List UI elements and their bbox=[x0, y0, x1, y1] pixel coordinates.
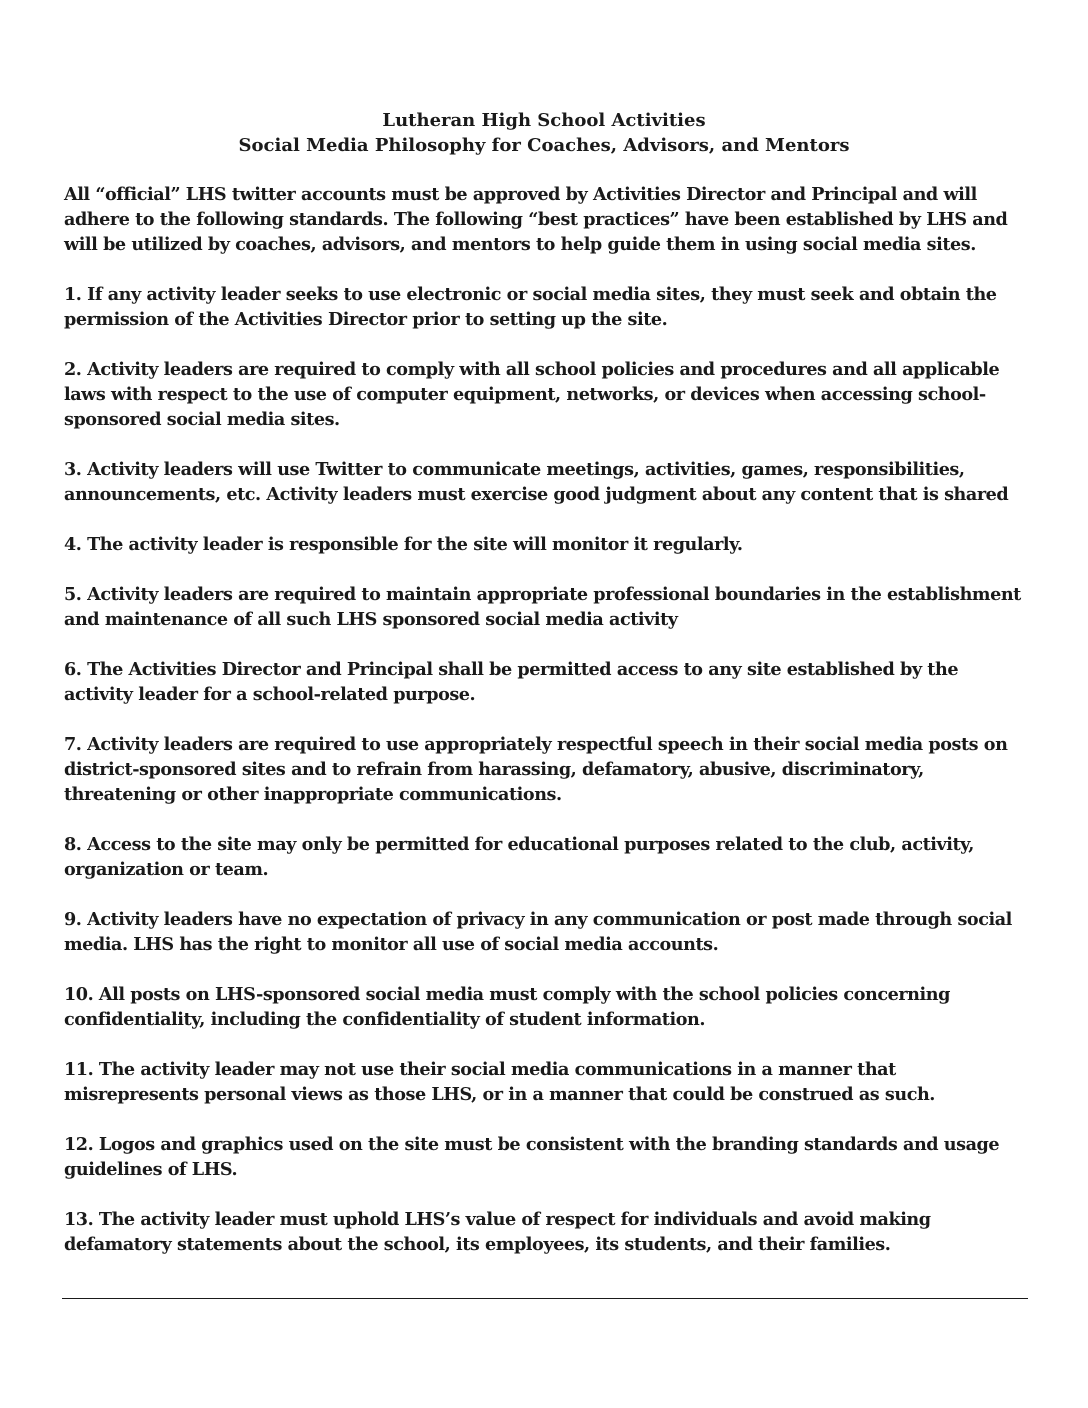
policy-item-5: 5. Activity leaders are required to maintain appropriate professional boundaries in the establishment and maintenance of all such LHS sponsored social media activity bbox=[64, 584, 1021, 630]
policy-item-13: 13. The activity leader must uphold LHS’s value of respect for individuals and avoid making defamatory statements about the school, its employees, its students, and their families. bbox=[64, 1209, 931, 1255]
footer-divider bbox=[62, 1298, 1028, 1299]
policy-item-12: 12. Logos and graphics used on the site must be consistent with the branding standards and usage guidelines of LHS. bbox=[64, 1134, 1000, 1180]
policy-item-3: 3. Activity leaders will use Twitter to communicate meetings, activities, games, responsibilities, announcements, etc. Activity leaders must exercise good judgment about any content that is shared bbox=[64, 459, 1009, 505]
policy-item-11: 11. The activity leader may not use their social media communications in a manner that misrepresents personal views as those LHS, or in a manner that could be construed as such. bbox=[64, 1059, 935, 1105]
policy-item-1: 1. If any activity leader seeks to use electronic or social media sites, they must seek and obtain the permission of the Activities Director prior to setting up the site. bbox=[64, 284, 997, 330]
policy-item-2: 2. Activity leaders are required to comply with all school policies and procedures and all applicable laws with respect to the use of computer equipment, networks, or devices when accessing school-sponsored social media sites. bbox=[64, 359, 1000, 430]
policy-item-7: 7. Activity leaders are required to use appropriately respectful speech in their social media posts on district-sponsored sites and to refrain from harassing, defamatory, abusive, discriminatory, threatening or other inappropriate communications. bbox=[64, 734, 1008, 805]
policy-item-9: 9. Activity leaders have no expectation of privacy in any communication or post made through social media. LHS has the right to monitor all use of social media accounts. bbox=[64, 909, 1012, 955]
policy-item-6: 6. The Activities Director and Principal shall be permitted access to any site established by the activity leader for a school-related purpose. bbox=[64, 659, 959, 705]
title-line-1: Lutheran High School Activities bbox=[382, 110, 706, 131]
document-title bbox=[0, 108, 1088, 158]
policy-item-10: 10. All posts on LHS-sponsored social media must comply with the school policies concerning confidentiality, including the confidentiality of student information. bbox=[64, 984, 950, 1030]
policy-item-4: 4. The activity leader is responsible for the site will monitor it regularly. bbox=[64, 534, 743, 555]
document-body bbox=[64, 182, 1024, 1282]
policy-item-8: 8. Access to the site may only be permitted for educational purposes related to the club, activity, organization or team. bbox=[64, 834, 974, 880]
intro-paragraph: All “official” LHS twitter accounts must be approved by Activities Director and Principal and will adhere to the following standards. The following “best practices” have been established by LHS and will be utilized by coaches, advisors, and mentors to help guide them in using social media sites. bbox=[64, 184, 1008, 255]
title-line-2: Social Media Philosophy for Coaches, Advisors, and Mentors bbox=[238, 135, 850, 156]
